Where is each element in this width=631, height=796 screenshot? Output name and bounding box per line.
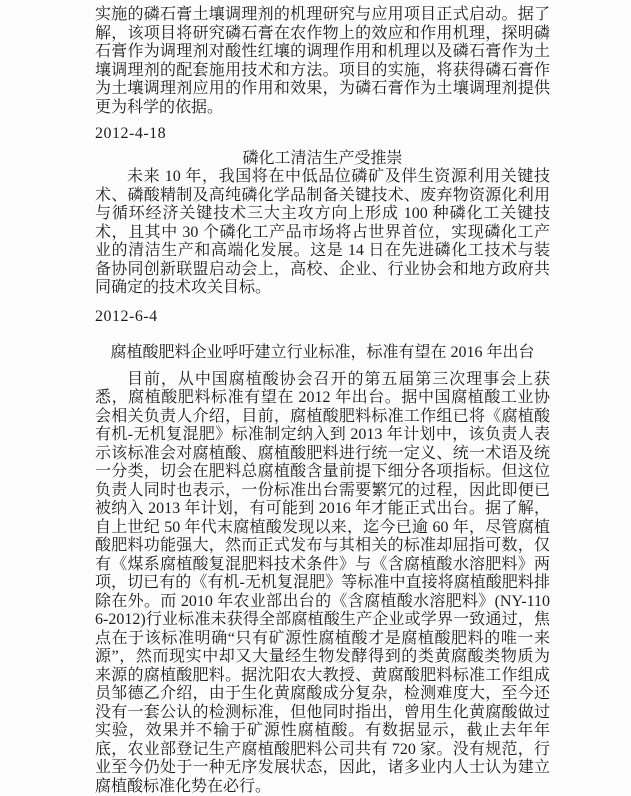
entry-date-2012-4-18: 2012-4-18 xyxy=(95,125,550,144)
article-title-humic-acid-standard: 腐植酸肥料企业呼吁建立行业标准，标准有望在 2016 年出台 xyxy=(95,344,550,363)
paragraph-humic-acid-standard: 目前，从中国腐植酸协会召开的第五届第三次理事会上获悉，腐植酸肥料标准有望在 2012 年出台。据中国腐植酸工业协会相关负责人介绍，目前，腐植酸肥料标准工作组已将《腐植酸有机-无机复混肥》标准制定纳入到 2013 年计划中，该负责人表示该标准会对腐植酸、腐植酸肥料进行统一定义、统一术语及统一分类，切会在肥料总腐植酸含量前提下细分各项指标。但这位负责人同时也表示，一份标准出台需要繁冗的过程，因此即便已被纳入 2013 年计划，有可能到 2016 年才能正式出台。据了解，自上世纪 50 年代末腐植酸发现以来，迄今已逾 60 年，尽管腐植酸肥料功能强大，然而正式发布与其相关的标准却屈指可数，仅有《煤系腐植酸复混肥料技术条件》与《含腐植酸水溶肥料》两项，切已有的《有机-无机复混肥》等标准中直接将腐植酸肥料排除在外。而 2010 年农业部出台的《含腐植酸水溶肥料》(NY-1106-2012)行业标准未获得全部腐植酸生产企业或学界一致通过，焦点在于该标准明确“只有矿源性腐植酸才是腐植酸肥料的唯一来源”，然而现实中却又大量经生物发酵得到的类黄腐酸类物质为来源的腐植酸肥料。据沈阳农大教授、黄腐酸肥料标准工作组成员邹德乙介绍，由于生化黄腐酸成分复杂，检测难度大，至今还没有一套公认的检测标准，但他同时指出，曾用生化黄腐酸做过实验，效果并不输于矿源性腐植酸。有数据显示，截止去年年底，农业部登记生产腐植酸肥料公司共有 720 家。没有规范，行业至今仍处于一种无序发展状态，因此，诸多业内人士认为建立腐植酸标准化势在必行。 xyxy=(95,371,550,796)
article-title-phosphorus-clean-production: 磷化工清洁生产受推崇 xyxy=(95,150,550,169)
entry-date-2012-6-4: 2012-6-4 xyxy=(95,308,550,327)
paragraph-phosphorus-clean-production: 未来 10 年，我国将在中低品位磷矿及伴生资源利用关键技术、磷酸精制及高纯磷化学品制备关键技术、废弃物资源化利用与循环经济关键技术三大主攻方向上形成 100 种磷化工关键技术，且其中 30 个磷化工产品市场将占世界首位，实现磷化工产业的清洁生产和高端化发展。这是 14 日在先进磷化工技术与装备协同创新联盟启动会上，高校、企业、行业协会和地方政府共同确定的技术攻关目标。 xyxy=(95,168,550,298)
paragraph-phosphogypsum-continuation: 实施的磷石膏土壤调理剂的机理研究与应用项目正式启动。据了解，该项目将研究磷石膏在农作物上的效应和作用机理，探明磷石膏作为调理剂对酸性红壤的调理作用和机理以及磷石膏作为土壤调理剂的配套施用技术和方法。项目的实施，将获得磷石膏作为土壤调理剂应用的作用和效果，为磷石膏作为土壤调理剂提供更为科学的依据。 xyxy=(95,6,550,117)
